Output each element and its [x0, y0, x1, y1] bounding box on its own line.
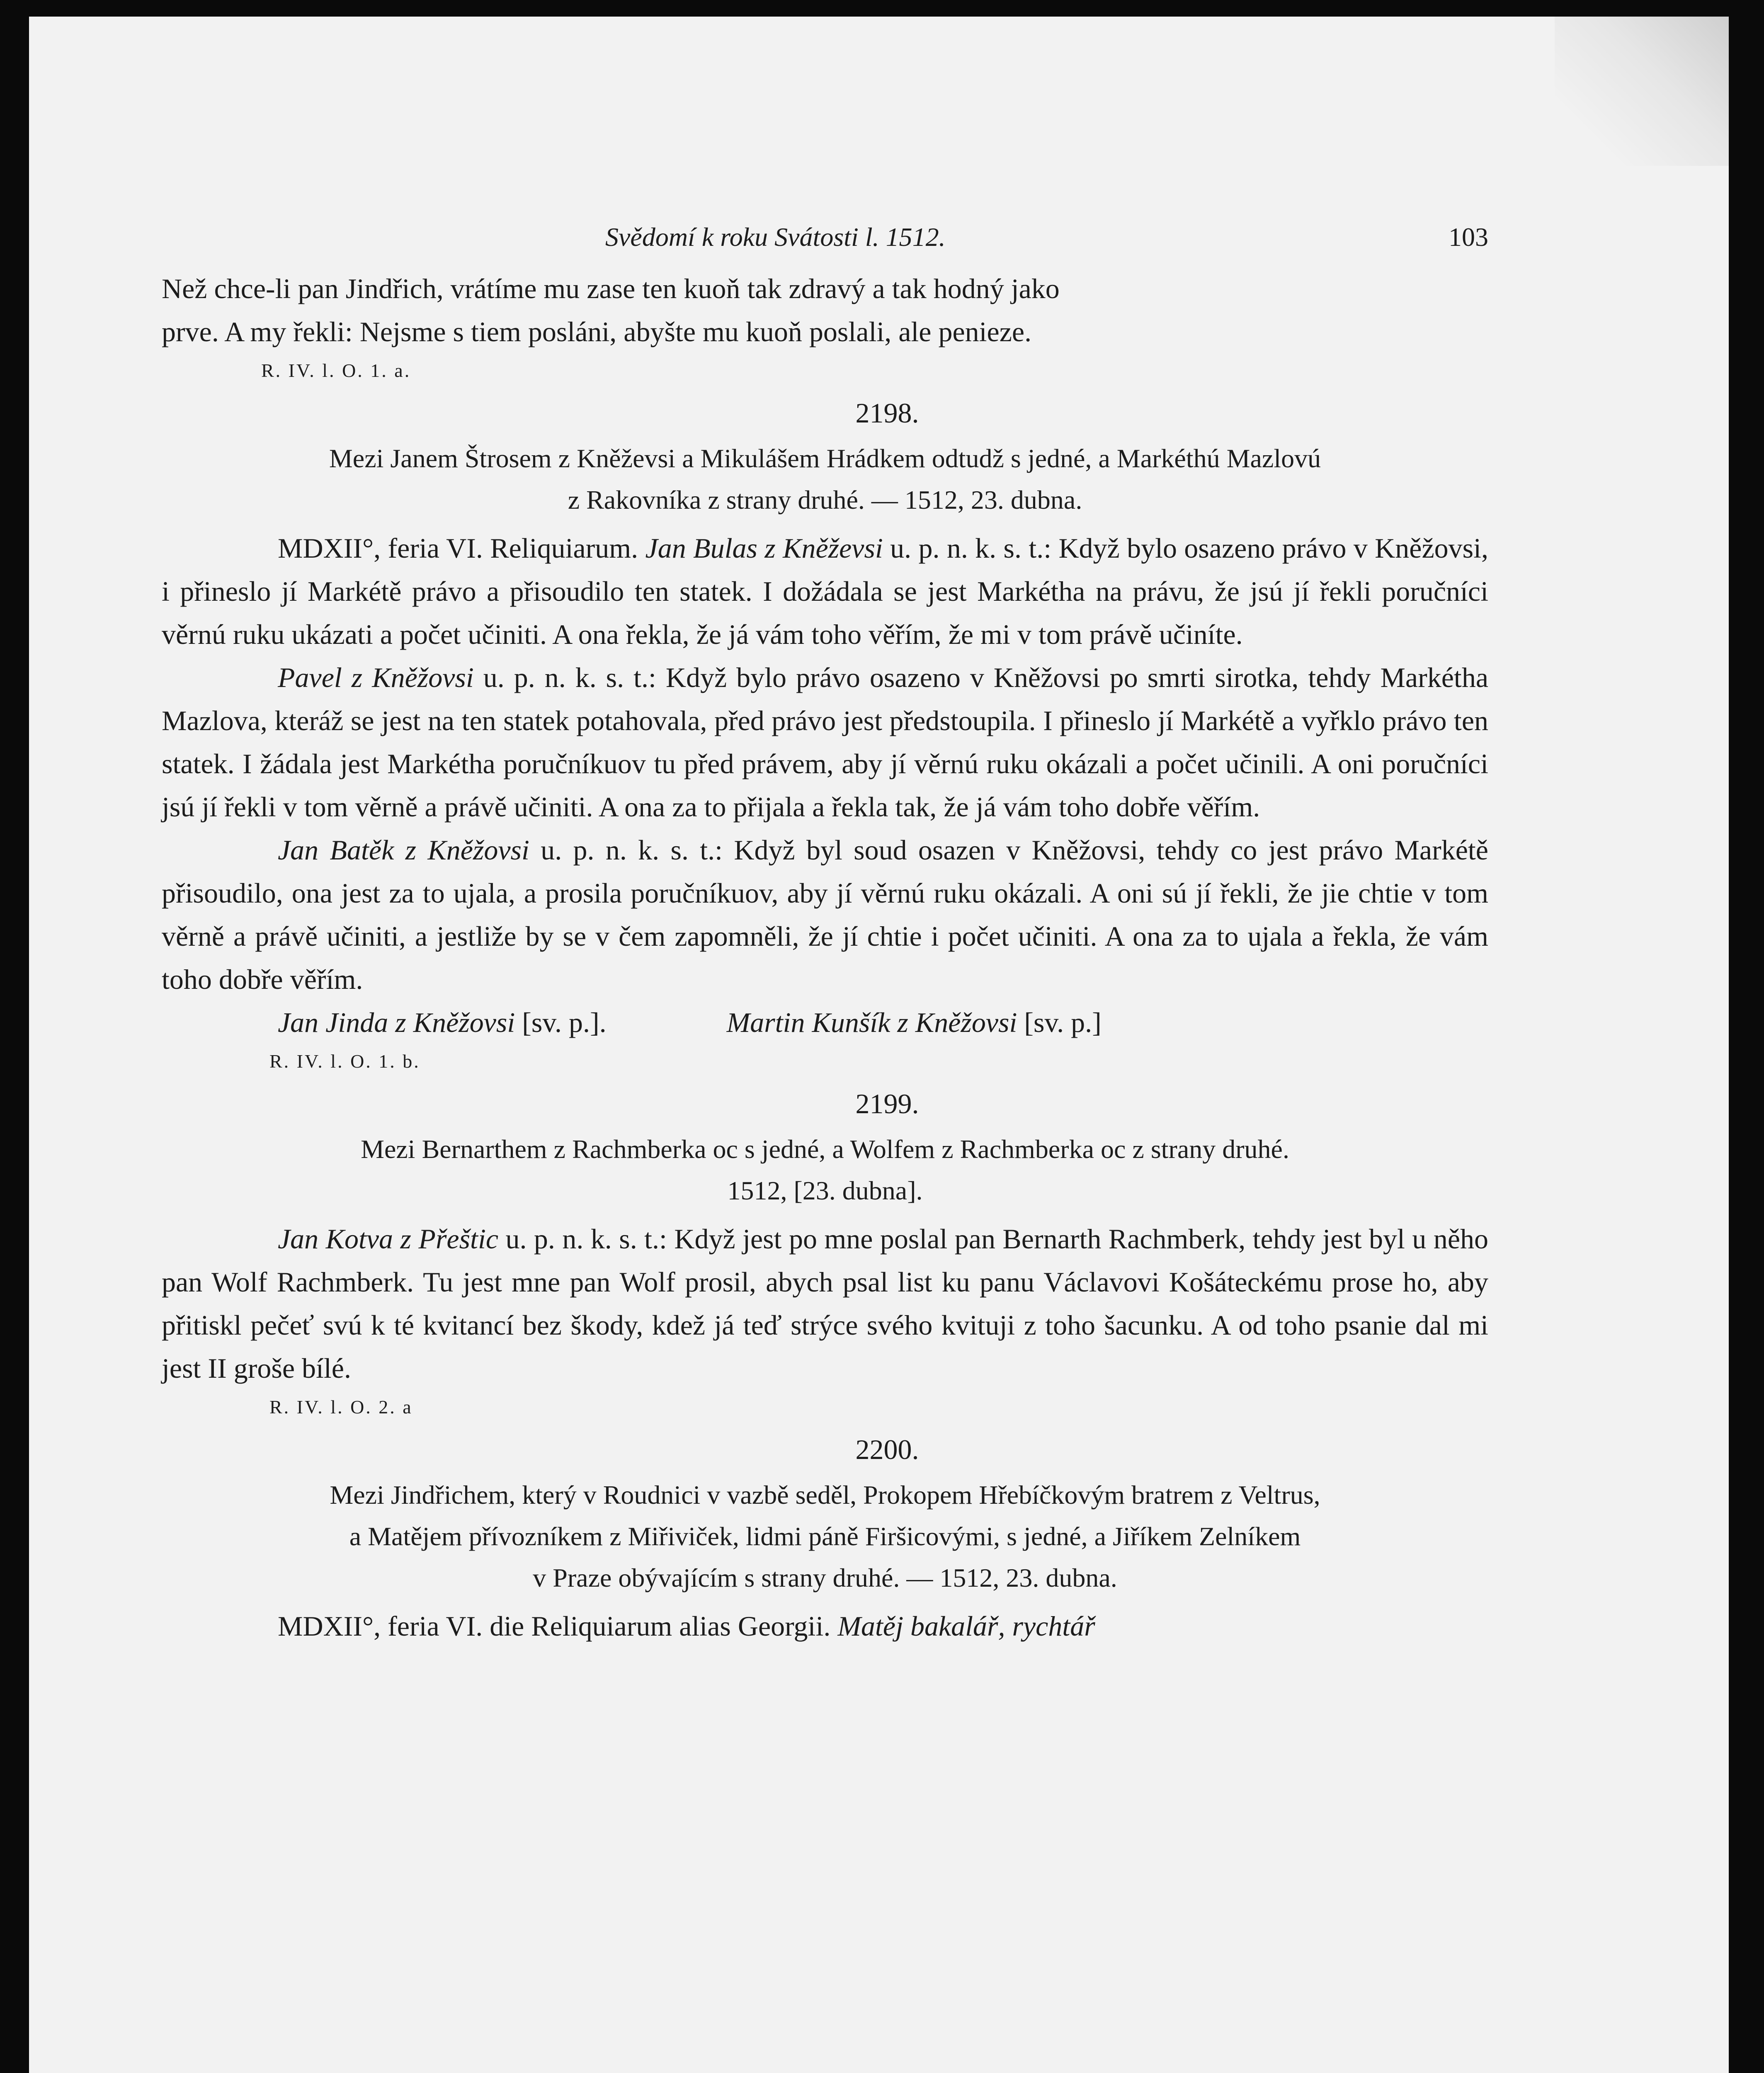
- entry-heading: z Rakovníka z strany druhé. — 1512, 23. dubna.: [568, 485, 1082, 515]
- signatures-row: [278, 1001, 1488, 1044]
- seal-mark: [sv. p.].: [522, 1007, 607, 1038]
- signature: [727, 1001, 1102, 1044]
- page-content: [162, 216, 1488, 1648]
- testimony-text: u. p. n. k. s. t.: Když bylo právo osazeno v Kněžovsi po smrti sirotka, tehdy Markétha Mazlova, kteráž se jest na ten statek potahovala, před právo jest předstoupila. I přineslo jí Markétě a vyřklo právo ten statek. I žádala jest Markétha poručníkuov tu před právem, aby jí věrnú ruku okázali a počet učinili. A oni poručníci jsú jí řekli v tom věrně a právě učiniti. A ona za to přijala a řekla tak, že já vám toho dobře věřím.: [162, 662, 1489, 823]
- testimony-paragraph: [162, 1605, 1488, 1648]
- testimony-paragraph: [162, 828, 1488, 1001]
- document-page: [29, 17, 1729, 2073]
- entry-heading: Mezi Jindřichem, který v Roudnici v vazbě seděl, Prokopem Hřebíčkovým bratrem z Veltrus,: [330, 1480, 1320, 1510]
- testimony-paragraph: [162, 527, 1488, 656]
- intro-line-2: prve. A my řekli: Nejsme s tiem posláni, abyšte mu kuoň poslali, ale penieze.: [162, 316, 1032, 347]
- witness-name: Jan Bulas z Kněževsi: [645, 532, 883, 564]
- signatory-name: Jan Jinda z Kněžovsi: [278, 1007, 515, 1038]
- running-title: Svědomí k roku Svátosti l. 1512.: [605, 222, 946, 252]
- entry-heading: Mezi Bernarthem z Rachmberka oc s jedné, a Wolfem z Rachmberka oc z strany druhé.: [361, 1134, 1289, 1164]
- archive-reference: R. IV. l. O. 1. b.: [269, 1051, 420, 1072]
- page-number: 103: [1449, 222, 1488, 252]
- archive-reference: R. IV. l. O. 2. a: [269, 1396, 413, 1418]
- witness-name: Pavel z Kněžovsi: [278, 662, 474, 693]
- entry-number: 2200.: [855, 1434, 919, 1465]
- entry-number: 2199.: [855, 1088, 919, 1119]
- witness-name: Matěj bakalář, rychtář: [837, 1610, 1095, 1642]
- signatory-name: Martin Kunšík z Kněžovsi: [726, 1007, 1017, 1038]
- entry-heading: v Praze obývajícím s strany druhé. — 1512, 23. dubna.: [533, 1563, 1117, 1592]
- archive-reference: R. IV. l. O. 1. a.: [261, 360, 411, 381]
- witness-name: Jan Kotva z Přeštic: [278, 1223, 499, 1255]
- running-head: [162, 216, 1488, 259]
- signature: [278, 1001, 607, 1044]
- seal-mark: [sv. p.]: [1024, 1007, 1102, 1038]
- scan-shadow: [1555, 17, 1729, 166]
- witness-name: Jan Batěk z Kněžovsi: [278, 834, 529, 866]
- entry-heading: Mezi Janem Štrosem z Kněževsi a Mikulášem Hrádkem odtudž s jedné, a Markéthú Mazlovú: [329, 444, 1321, 473]
- entry-heading: a Matějem přívozníkem z Miřiviček, lidmi páně Firšicovými, s jedné, a Jiříkem Zelníkem: [349, 1522, 1301, 1551]
- entry-number: 2198.: [855, 397, 919, 429]
- intro-line-1: Než chce-li pan Jindřich, vrátíme mu zase ten kuoň tak zdravý a tak hodný jako: [162, 273, 1060, 304]
- entry-heading: 1512, [23. dubna].: [727, 1176, 923, 1205]
- testimony-paragraph: [162, 656, 1488, 828]
- testimony-text: u. p. n. k. s. t.: Když bylo osazeno právo v Kněžovsi, i přineslo jí Markétě právo a přisoudilo ten statek. I dožádala se jest Markétha na právu, že jsú jí řekli poručníci věrnú ruku ukázati a počet učiniti. A ona řekla, že já vám toho věřím, že mi v tom právě učiníte.: [162, 532, 1488, 650]
- session-date: MDXII°, feria VI. die Reliquiarum alias Georgii.: [278, 1610, 831, 1642]
- testimony-paragraph: [162, 1217, 1488, 1390]
- testimony-text: u. p. n. k. s. t.: Když jest po mne poslal pan Bernarth Rachmberk, tehdy jest byl u něho pan Wolf Rachmberk. Tu jest mne pan Wolf prosil, abych psal list ku panu Václavovi Košáteckému prose ho, aby přitiskl pečeť svú k té kvitancí bez škody, kdež já teď strýce svého kvituji z toho šacunku. A od toho psanie dal mi jest II groše bílé.: [162, 1223, 1489, 1384]
- testimony-text: u. p. n. k. s. t.: Když byl soud osazen v Kněžovsi, tehdy co jest právo Markétě přisoudilo, ona jest za to ujala, a prosila poručníkuov, aby jí věrnú ruku okázali. A oni sú jí řekli, že jie chtie v tom věrně a právě učiniti, a jestliže by se v čem zapomněli, že jí chtie i počet učiniti. A ona za to ujala a řekla, že vám toho dobře věřím.: [162, 834, 1488, 995]
- session-date: MDXII°, feria VI. Reliquiarum.: [278, 532, 638, 564]
